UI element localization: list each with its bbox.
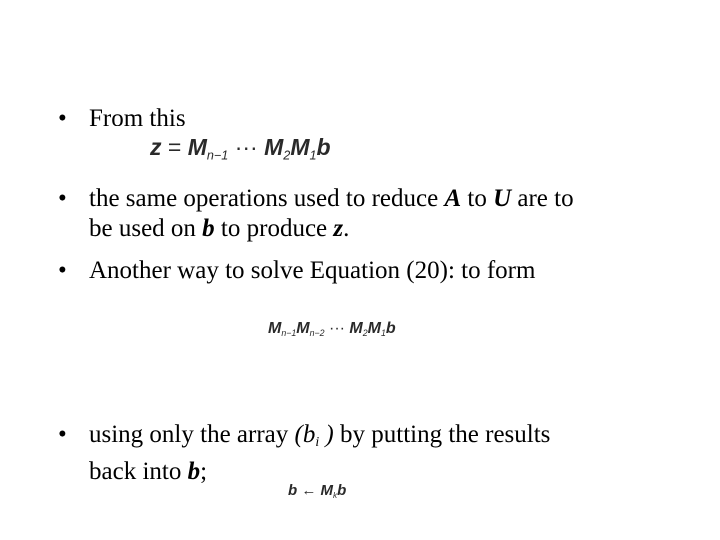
- array-open: (b: [294, 421, 316, 448]
- eq2-m4: M: [367, 320, 381, 337]
- b2-text-3: are to: [511, 185, 574, 212]
- var-z: z: [333, 215, 344, 242]
- b4-text-4: ;: [200, 458, 208, 486]
- eq3-rhs: b: [337, 482, 347, 499]
- eq2-dots: ···: [328, 320, 345, 337]
- bullet-marker: •: [58, 257, 67, 284]
- b4-text-2: by putting the results: [333, 421, 551, 448]
- b2-text-1: the same operations used to reduce: [89, 185, 445, 212]
- b4-text-3: back into: [89, 458, 188, 486]
- eq2-m3: M: [349, 320, 363, 337]
- eq1-m3: M: [290, 134, 310, 160]
- eq1-m2-sub: 2: [283, 148, 291, 163]
- eq1-m2: M: [264, 134, 284, 160]
- eq1-rhs: b: [316, 134, 331, 160]
- eq3-lhs: b: [288, 482, 298, 499]
- eq2-m2-sub: n−2: [309, 328, 325, 339]
- eq3-m-sub: k: [333, 490, 338, 500]
- eq2-m2: M: [296, 320, 310, 337]
- eq1-m1: M: [187, 134, 207, 160]
- bullet-marker: •: [58, 185, 67, 212]
- eq1-lhs: z: [150, 134, 162, 160]
- array-expression: [295, 421, 334, 448]
- b2-text-4: be used on: [89, 215, 203, 242]
- bullet-text: [89, 184, 574, 244]
- b2-text-5: to produce: [214, 215, 334, 242]
- eq2-m3-sub: 2: [362, 328, 368, 339]
- bullet-text: From this: [89, 105, 186, 126]
- bullet-marker: •: [58, 105, 67, 132]
- bullet-text: Another way to solve Equation (20): to form: [89, 257, 536, 284]
- b2-text-2: to: [461, 185, 494, 212]
- var-U: U: [493, 185, 512, 212]
- equation-z-product: [150, 134, 331, 162]
- bullet-text: [89, 420, 550, 487]
- eq1-m1-sub: n−1: [206, 148, 229, 163]
- b2-text-6: .: [343, 215, 350, 242]
- var-A: A: [444, 185, 462, 212]
- array-close: ): [319, 421, 334, 448]
- array-sub: i: [315, 434, 320, 450]
- eq1-m3-sub: 1: [309, 148, 317, 163]
- eq1-dots: ···: [234, 134, 258, 160]
- equation-m-product: [268, 320, 396, 338]
- eq2-m1-sub: n−1: [281, 328, 297, 339]
- var-b: b: [187, 458, 201, 486]
- bullet-marker: •: [58, 421, 67, 448]
- eq1-equals: =: [167, 134, 182, 160]
- eq2-rhs: b: [385, 320, 396, 337]
- eq2-m1: M: [268, 320, 282, 337]
- b4-text-1: using only the array: [89, 421, 295, 448]
- var-b: b: [202, 215, 215, 242]
- eq3-arrow: ←: [301, 482, 317, 499]
- eq2-m4-sub: 1: [380, 328, 386, 339]
- eq3-m: M: [320, 482, 334, 499]
- equation-b-update: [288, 482, 346, 500]
